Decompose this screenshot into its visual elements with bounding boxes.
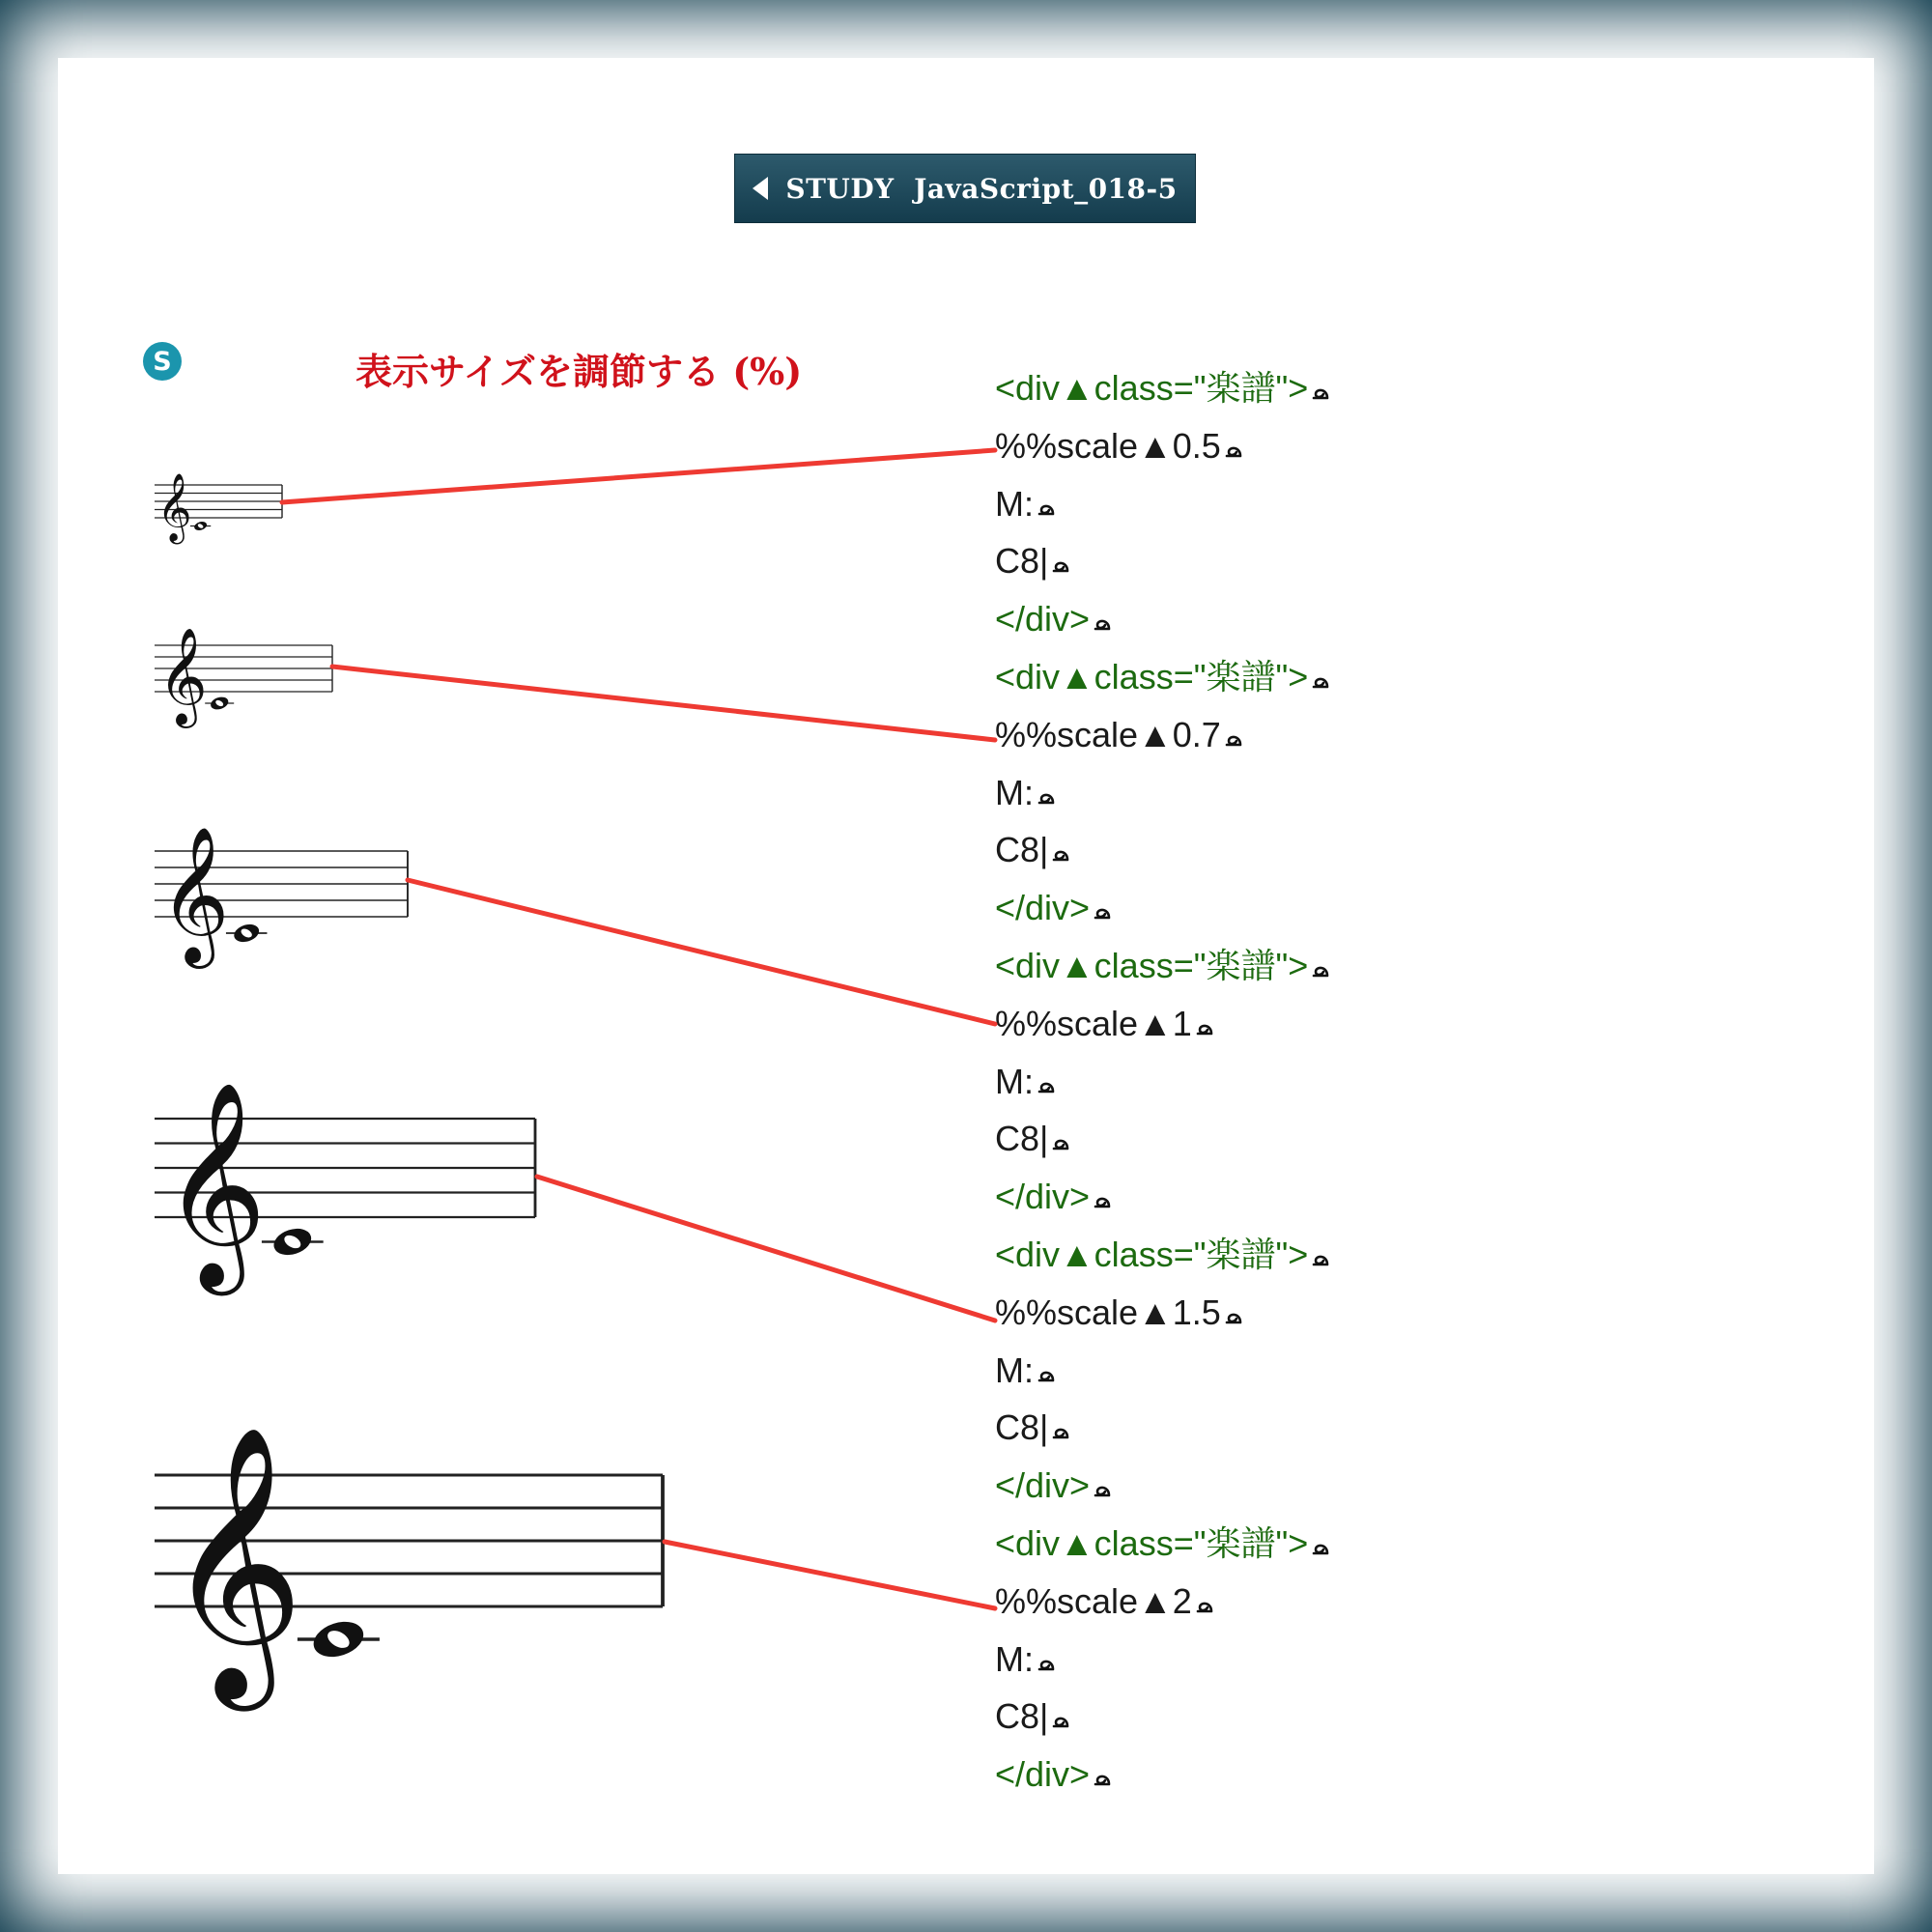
treble-clef-icon: 𝄞: [157, 628, 208, 725]
code-text: %%scale▲1: [995, 1003, 1192, 1043]
code-text: <div▲class="楽譜">: [995, 368, 1309, 408]
connector-line: [282, 450, 995, 502]
code-text: %%scale▲0.7: [995, 714, 1221, 754]
code-text: </div>: [995, 1465, 1091, 1506]
code-text: M:: [995, 1638, 1034, 1679]
code-text: M:: [995, 1061, 1034, 1101]
code-text: </div>: [995, 888, 1091, 928]
treble-clef-icon: 𝄞: [161, 1081, 268, 1288]
code-text: </div>: [995, 1177, 1091, 1217]
code-text: C8|: [995, 1407, 1049, 1448]
section-heading: 表示サイズを調節する (%): [355, 350, 803, 393]
code-text: <div▲class="楽譜">: [995, 1235, 1309, 1274]
connector-line: [537, 1177, 995, 1321]
connector-line: [332, 667, 995, 740]
code-text: <div▲class="楽譜">: [995, 946, 1309, 985]
code-text: </div>: [995, 599, 1091, 639]
study-title-label: STUDY JavaScript_018-5: [785, 172, 1178, 205]
code-text: %%scale▲1.5: [995, 1292, 1221, 1332]
section-badge: S: [143, 342, 182, 381]
code-text: C8|: [995, 830, 1049, 870]
treble-clef-icon: 𝄞: [164, 1423, 304, 1699]
treble-clef-icon: 𝄞: [159, 824, 230, 963]
code-text: M:: [995, 1350, 1034, 1390]
code-text: %%scale▲2: [995, 1580, 1192, 1621]
treble-clef-icon: 𝄞: [156, 472, 192, 542]
code-text: %%scale▲0.5: [995, 425, 1221, 466]
code-text: C8|: [995, 1696, 1049, 1737]
code-text: <div▲class="楽譜">: [995, 1523, 1309, 1563]
connector-line: [408, 880, 995, 1024]
code-text: M:: [995, 483, 1034, 524]
code-text: <div▲class="楽譜">: [995, 657, 1309, 696]
code-text: C8|: [995, 1119, 1049, 1159]
connector-line: [665, 1542, 995, 1608]
code-text: C8|: [995, 541, 1049, 582]
code-text: M:: [995, 772, 1034, 812]
code-text: </div>: [995, 1754, 1091, 1795]
